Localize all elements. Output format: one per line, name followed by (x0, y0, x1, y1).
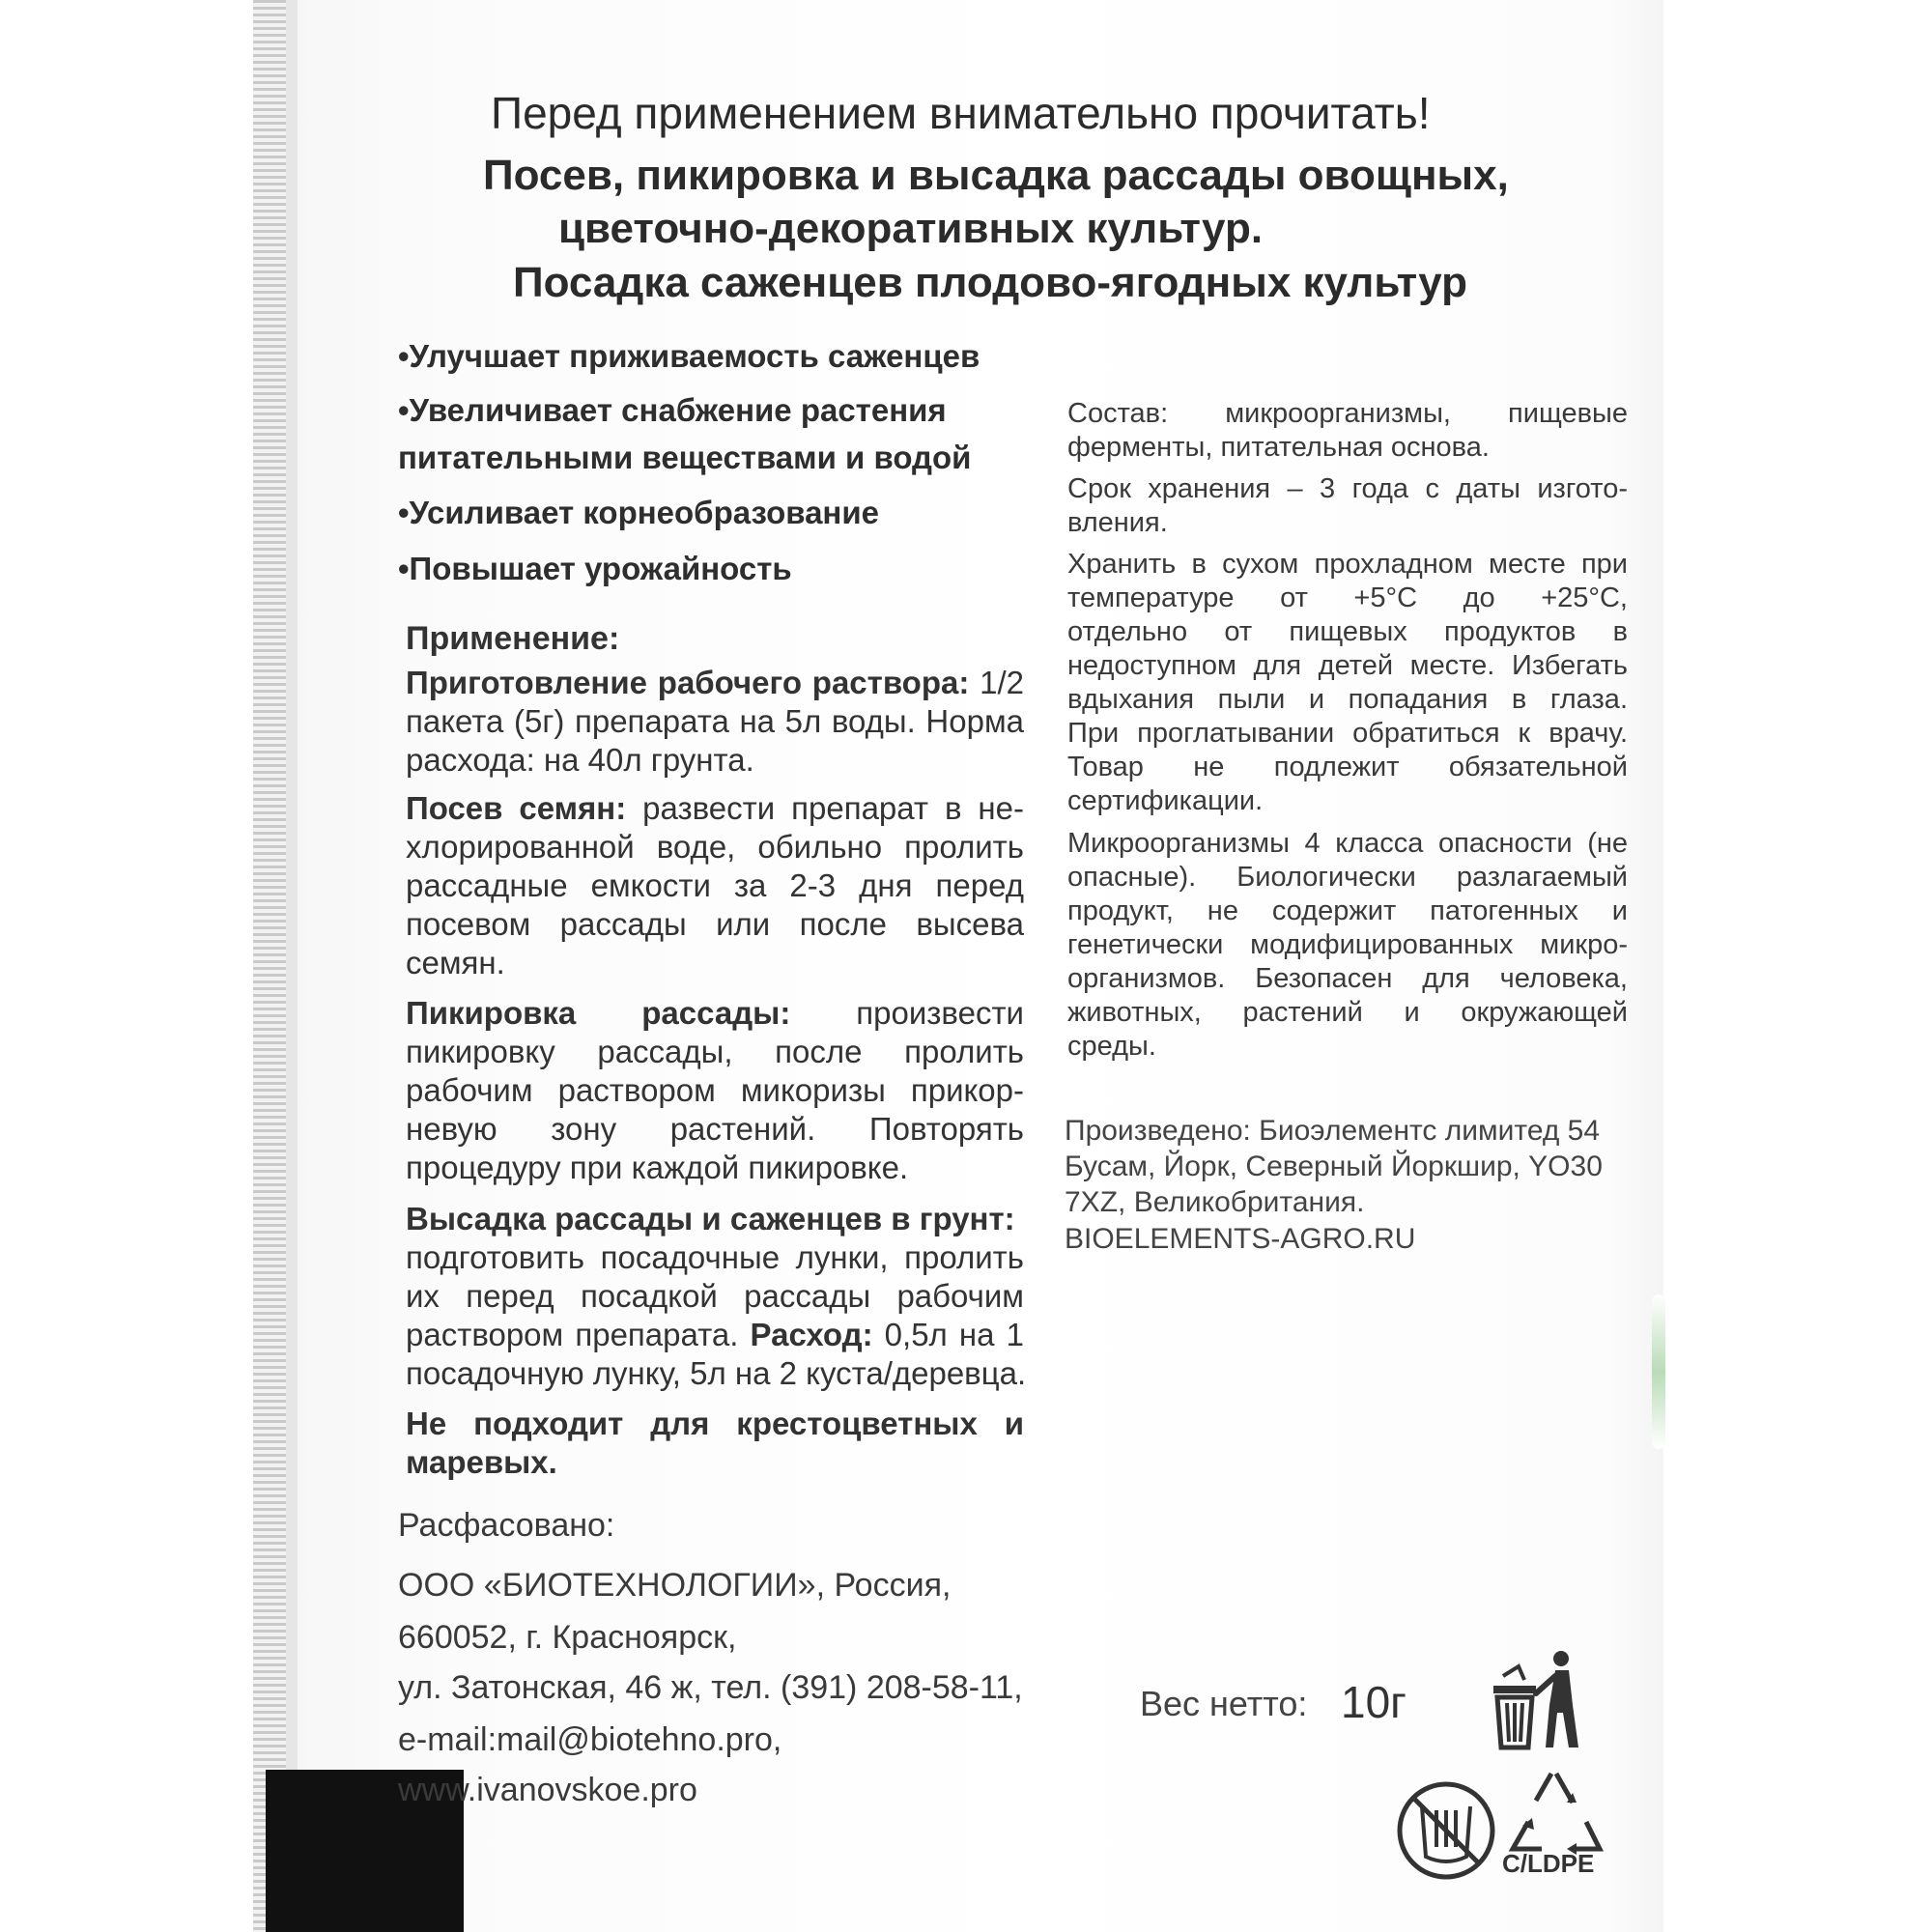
storage-line: отдельно от пищевых продуктов в (1067, 616, 1628, 647)
preparation-label: Приготовление рабочего раствора: (406, 665, 970, 700)
storage-line: недоступном для детей месте. Избегать (1067, 650, 1628, 681)
application-heading: Применение: (406, 620, 620, 657)
not-suitable-line-1: Не подходит для крестоцветных и (406, 1406, 1024, 1441)
seal-strip (286, 0, 298, 1932)
storage-line: Хранить в сухом прохладном месте при (1067, 549, 1628, 580)
trash-bin-person-icon (1486, 1647, 1582, 1753)
consumption-label: Расход: (750, 1317, 873, 1352)
sowing-line-5: семян. (406, 945, 505, 980)
planting-line-5: посадочную лунку, 5л на 2 куста/деревца. (406, 1355, 1027, 1391)
packer-email: e-mail:mail@biotehno.pro, (398, 1721, 782, 1758)
storage-line: вдыхания пыли и попадания в глаза. (1067, 684, 1628, 715)
recycle-code: C/LDPE (1502, 1849, 1595, 1878)
net-weight-value: 10г (1341, 1677, 1406, 1727)
shelf-life-line: Срок хранения – 3 года с даты изгото- (1067, 473, 1628, 504)
planting-label: Высадка рассады и саженцев в грунт: (406, 1201, 1015, 1236)
benefit-1: •Улучшает приживаемость саженцев (398, 338, 980, 374)
hazard-line: генетически модифицированных микро- (1067, 929, 1628, 960)
benefit-2-cont: питательными веществами и водой (398, 440, 972, 475)
hazard-line: опасные). Биологически разлагаемый (1067, 862, 1628, 893)
picking-line-1 (406, 995, 1024, 1032)
sowing-line-4: посевом рассады или после высева (406, 906, 1024, 942)
packer-line: 660052, г. Красноярск, (398, 1619, 737, 1656)
packer-line: ООО «БИОТЕХНОЛОГИИ», Россия, (398, 1567, 952, 1604)
manufacturer-line: Бусам, Йорк, Северный Йоркшир, YO30 (1065, 1151, 1603, 1182)
hazard-line: Микроорганизмы 4 класса опасности (не (1067, 828, 1628, 859)
green-edge-accent (1652, 1294, 1665, 1449)
packer-line: Расфасовано: (398, 1507, 615, 1544)
title-line-1: Посев, пикировка и высадка рассады овощных, (483, 152, 1509, 199)
hazard-line: животных, растений и окружающей (1067, 997, 1628, 1028)
storage-line: При проглатывании обратиться к врачу. (1067, 718, 1628, 749)
benefit-2: •Увеличивает снабжение растения (398, 392, 947, 428)
preparation-text: 1/2 (969, 665, 1024, 700)
warning-heading: Перед применением внимательно прочитать! (491, 88, 1431, 138)
net-weight-label: Вес нетто: (1140, 1684, 1308, 1723)
sowing-label: Посев семян: (406, 790, 627, 826)
title-line-2: цветочно-декоративных культур. (558, 205, 1264, 252)
preparation-line-1 (406, 665, 1024, 701)
manufacturer-line: 7XZ, Великобритания. (1065, 1186, 1365, 1218)
picking-line-2: пикировку рассады, после пролить (406, 1034, 1024, 1069)
planting-text: раствором препарата. (406, 1317, 751, 1352)
picking-text: произвести (790, 995, 1024, 1031)
not-for-food-icon (1393, 1777, 1499, 1884)
sowing-line-1 (406, 790, 1024, 827)
sowing-line-2: хлорированной воде, обильно пролить (406, 829, 1024, 865)
picking-line-3: рабочим раствором микоризы прикор- (406, 1072, 1024, 1108)
manufacturer-line: Произведено: Биоэлементс лимитед 54 (1065, 1115, 1601, 1147)
hazard-line: организмов. Безопасен для человека, (1067, 963, 1628, 994)
not-suitable-line-2: маревых. (406, 1444, 557, 1480)
picking-line-5: процедуру при каждой пикировке. (406, 1150, 909, 1185)
picking-label: Пикировка рассады: (406, 995, 791, 1031)
benefit-3: •Усиливает корнеобразование (398, 495, 879, 530)
benefit-4: •Повышает урожайность (398, 551, 792, 586)
crimped-seal-edge (253, 0, 286, 1932)
preparation-line-2: пакета (5г) препарата на 5л воды. Норма (406, 703, 1024, 739)
consumption-text: 0,5л на 1 (872, 1317, 1024, 1352)
planting-line-4 (406, 1317, 1024, 1353)
shelf-life-line: вления. (1067, 507, 1168, 538)
certification-line: Товар не подлежит обязательной (1067, 752, 1628, 782)
planting-line-2: подготовить посадочные лунки, пролить (406, 1239, 1024, 1275)
composition-line: Состав: микроорганизмы, пищевые (1067, 398, 1628, 429)
manufacturer-website: BIOELEMENTS-AGRO.RU (1065, 1223, 1416, 1255)
hazard-line: среды. (1067, 1031, 1156, 1062)
sowing-line-3: рассадные емкости за 2-3 дня перед (406, 867, 1024, 903)
composition-line: ферменты, питательная основа. (1067, 432, 1490, 463)
title-line-3: Посадка саженцев плодово-ягодных культур (513, 259, 1467, 306)
picking-line-4: невую зону растений. Повторять (406, 1111, 1024, 1147)
hazard-line: продукт, не содержит патогенных и (1067, 895, 1628, 926)
packer-line: ул. Затонская, 46 ж, тел. (391) 208-58-11, (398, 1669, 1023, 1706)
sowing-text: развести препарат в не- (626, 790, 1024, 826)
preparation-line-3: расхода: на 40л грунта. (406, 742, 754, 778)
packer-website: www.ivanovskoe.pro (398, 1772, 697, 1808)
planting-line-3: их перед посадкой рассады рабочим (406, 1278, 1024, 1314)
certification-line: сертификации. (1067, 785, 1264, 816)
storage-line: температуре от +5°С до +25°С, (1067, 582, 1628, 613)
